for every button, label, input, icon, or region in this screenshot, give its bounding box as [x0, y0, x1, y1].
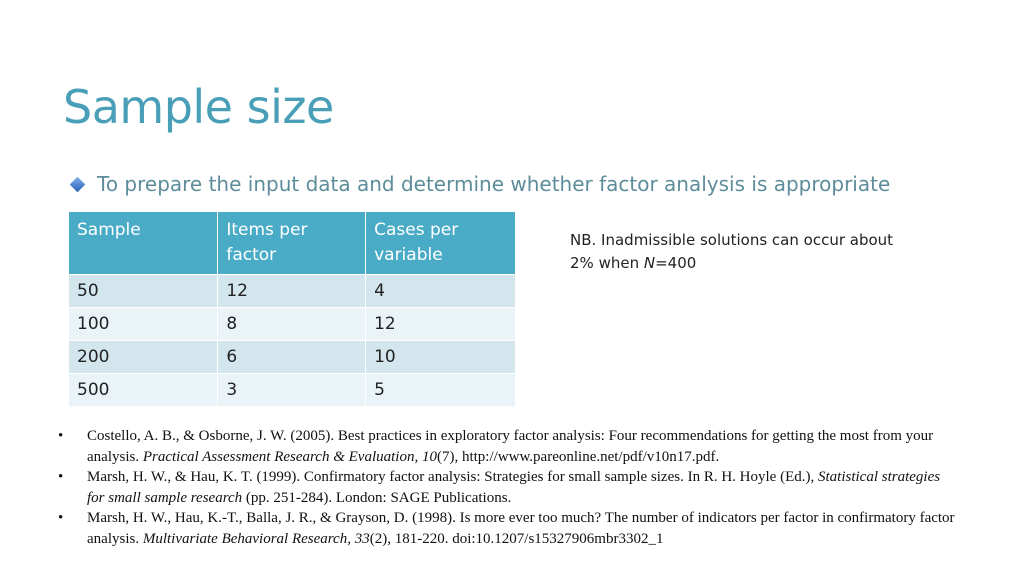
table-row	[69, 341, 516, 374]
reference-item: • Marsh, H. W., & Hau, K. T. (1999). Confirmatory factor analysis: Strategies for small sample sizes. In R. H. Hoyle (Ed.), Statistical strategies for small sample research (pp. 251-284). London: SAGE Publications.	[58, 469, 941, 506]
table-cell: 50	[69, 275, 218, 308]
sample-size-table	[69, 212, 516, 406]
table-row	[69, 275, 516, 308]
header-sample: Sample	[69, 212, 218, 275]
references-list	[58, 426, 958, 549]
table-cell: 12	[218, 275, 366, 308]
bullet-dot: •	[58, 428, 64, 444]
slide-title: Sample size	[63, 80, 334, 134]
bullet-dot: •	[58, 469, 64, 485]
header-cases-per-variable: Cases per variable	[366, 212, 516, 275]
table-cell: 5	[366, 374, 516, 407]
bullet-dot: •	[58, 510, 64, 526]
bullet-text: To prepare the input data and determine whether factor analysis is appropriate	[97, 172, 891, 196]
table-cell: 12	[366, 308, 516, 341]
table-cell: 10	[366, 341, 516, 374]
reference-item: • Marsh, H. W., Hau, K.-T., Balla, J. R., & Grayson, D. (1998). Is more ever too much? The number of indicators per factor in confirmatory factor analysis. Multivariate Behavioral Research, 33(2), 181-220. doi:10.1207/s15327906mbr3302_1	[58, 510, 955, 547]
table-cell: 3	[218, 374, 366, 407]
table-header-row	[69, 212, 516, 275]
table-cell: 4	[366, 275, 516, 308]
bullet-point	[72, 172, 890, 196]
table-row	[69, 374, 516, 407]
note-text: NB. Inadmissible solutions can occur about 2% when N=400	[570, 231, 894, 272]
table-row	[69, 308, 516, 341]
header-items-per-factor: Items per factor	[218, 212, 366, 275]
table-cell: 200	[69, 341, 218, 374]
table-cell: 8	[218, 308, 366, 341]
table-cell: 6	[218, 341, 366, 374]
table-cell: 500	[69, 374, 218, 407]
reference-item: • Costello, A. B., & Osborne, J. W. (2005). Best practices in exploratory factor analysis: Four recommendations for getting the most from your analysis. Practical Assessment Research & Evaluation, 10(7), http://www.pareonline.net/pdf/v10n17.pdf.	[58, 428, 934, 465]
table-cell: 100	[69, 308, 218, 341]
diamond-icon	[70, 176, 86, 192]
